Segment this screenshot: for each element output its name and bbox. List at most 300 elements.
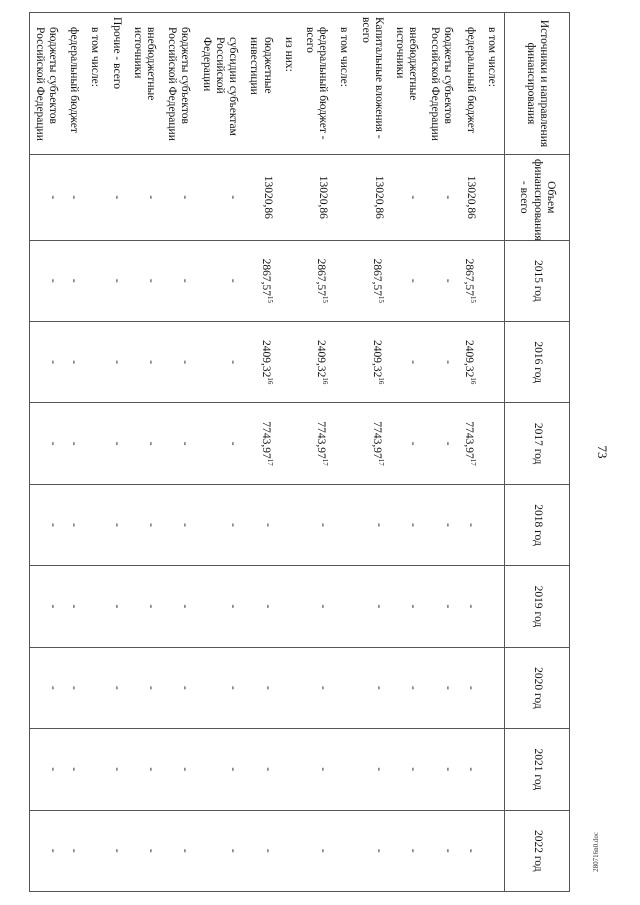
- cell-value: -: [46, 685, 59, 690]
- footnote-mark: 16: [265, 377, 274, 385]
- value-cell: [107, 154, 128, 240]
- cell-value: 7743,97: [462, 421, 475, 459]
- table-row: [197, 13, 245, 892]
- value-cell: [30, 321, 65, 402]
- value-cell: [86, 729, 107, 810]
- footnote-mark: 15: [265, 295, 274, 303]
- cell-value: -: [179, 441, 192, 446]
- cell-value: -: [145, 195, 158, 200]
- value-cell: [483, 154, 505, 240]
- value-cell: [129, 647, 163, 728]
- cell-value: 7743,97: [371, 421, 384, 459]
- footnote-mark: 16: [376, 377, 385, 385]
- row-label: бюджеты субъектов Российской Федерации: [425, 13, 459, 155]
- value-cell: [86, 240, 107, 321]
- footnote-mark: 15: [376, 295, 385, 303]
- footnote-mark: 15: [468, 295, 477, 303]
- table-row: [425, 13, 459, 892]
- cell-value: -: [227, 685, 240, 690]
- value-cell: [107, 810, 128, 891]
- value-cell: [335, 484, 356, 565]
- cell-value: -: [261, 523, 274, 527]
- cell-value: -: [179, 685, 192, 690]
- row-label: бюджетные инвестиции: [245, 13, 279, 155]
- value-cell: [30, 240, 65, 321]
- value-cell: [197, 729, 245, 810]
- cell-value: -: [110, 767, 123, 772]
- value-cell: [86, 647, 107, 728]
- cell-value: 2409,32: [462, 340, 475, 378]
- value-cell: [107, 484, 128, 565]
- cell-value: -: [441, 278, 454, 283]
- column-header: 2015 год: [505, 240, 570, 321]
- table-row: [30, 13, 65, 892]
- value-cell: [86, 566, 107, 647]
- value-cell: [483, 647, 505, 728]
- value-cell: [107, 321, 128, 402]
- row-label: из них:: [280, 13, 301, 155]
- value-cell: [30, 566, 65, 647]
- value-cell: [197, 154, 245, 240]
- row-label: бюджеты субъектов Российской Федерации: [163, 13, 197, 155]
- cell-value: -: [68, 848, 81, 853]
- value-cell: [107, 403, 128, 484]
- cell-value: -: [407, 685, 420, 690]
- cell-value: -: [68, 685, 81, 690]
- value-cell: [483, 729, 505, 810]
- value-cell: [65, 403, 86, 484]
- value-cell: [129, 566, 163, 647]
- value-cell: [197, 321, 245, 402]
- cell-value: -: [441, 441, 454, 446]
- value-cell: [129, 729, 163, 810]
- cell-value: -: [372, 604, 385, 609]
- cell-value: -: [145, 604, 158, 609]
- cell-value: -: [46, 441, 59, 446]
- value-cell: [335, 240, 356, 321]
- cell-value: -: [441, 848, 454, 853]
- page-number: 73: [595, 445, 610, 459]
- cell-value: -: [407, 278, 420, 283]
- value-cell: [245, 403, 279, 484]
- value-cell: [460, 403, 483, 484]
- cell-value: -: [441, 685, 454, 690]
- table-body: [30, 13, 505, 892]
- value-cell: [460, 321, 483, 402]
- value-cell: [301, 647, 335, 728]
- value-cell: [483, 566, 505, 647]
- column-header: 2018 год: [505, 484, 570, 565]
- value-cell: [30, 484, 65, 565]
- value-cell: [335, 810, 356, 891]
- financing-table: [29, 12, 570, 892]
- table-row: [280, 13, 301, 892]
- row-label: в том числе:: [483, 13, 505, 155]
- value-cell: [65, 810, 86, 891]
- cell-value: -: [261, 767, 274, 772]
- value-cell: [129, 240, 163, 321]
- value-cell: [30, 403, 65, 484]
- cell-value: -: [110, 523, 123, 527]
- table-header-row: [505, 13, 570, 892]
- value-cell: [391, 566, 425, 647]
- value-cell: [65, 321, 86, 402]
- value-cell: [483, 484, 505, 565]
- value-cell: [129, 154, 163, 240]
- value-cell: [245, 240, 279, 321]
- value-cell: [391, 810, 425, 891]
- cell-value: 2409,32: [259, 340, 272, 378]
- value-cell: [245, 810, 279, 891]
- value-cell: [391, 240, 425, 321]
- cell-value: -: [145, 848, 158, 853]
- footer-code: 280716n0.doc: [592, 832, 600, 872]
- cell-value: -: [68, 278, 81, 283]
- value-cell: [460, 647, 483, 728]
- value-cell: [356, 810, 390, 891]
- value-cell: [65, 484, 86, 565]
- value-cell: [301, 403, 335, 484]
- cell-value: -: [227, 360, 240, 365]
- row-label: федеральный бюджет: [460, 13, 483, 155]
- value-cell: [86, 403, 107, 484]
- table-row: [86, 13, 107, 892]
- value-cell: [65, 566, 86, 647]
- value-cell: [483, 240, 505, 321]
- cell-value: -: [110, 441, 123, 446]
- value-cell: [301, 810, 335, 891]
- value-cell: [245, 321, 279, 402]
- column-header: 2021 год: [505, 729, 570, 810]
- value-cell: [301, 154, 335, 240]
- cell-value: -: [68, 360, 81, 365]
- cell-value: -: [407, 848, 420, 853]
- cell-value: -: [46, 278, 59, 283]
- value-cell: [425, 484, 459, 565]
- value-cell: [163, 810, 197, 891]
- footnote-mark: 16: [321, 377, 330, 385]
- value-cell: [245, 484, 279, 565]
- value-cell: [425, 240, 459, 321]
- table-row: [483, 13, 505, 892]
- value-cell: [163, 566, 197, 647]
- row-label: внебюджетные источники: [391, 13, 425, 155]
- cell-value: -: [407, 360, 420, 365]
- cell-value: -: [464, 604, 477, 609]
- value-cell: [391, 484, 425, 565]
- value-cell: [356, 729, 390, 810]
- row-label: Капитальные вложения - всего: [356, 13, 390, 155]
- cell-value: -: [441, 767, 454, 772]
- row-label: внебюджетные источники: [129, 13, 163, 155]
- cell-value: -: [407, 441, 420, 446]
- value-cell: [129, 484, 163, 565]
- cell-value: -: [227, 278, 240, 283]
- value-cell: [129, 321, 163, 402]
- column-header: 2022 год: [505, 810, 570, 891]
- cell-value: 13020,86: [261, 175, 274, 219]
- column-header: 2017 год: [505, 403, 570, 484]
- cell-value: -: [110, 848, 123, 853]
- value-cell: [30, 647, 65, 728]
- row-label: в том числе:: [86, 13, 107, 155]
- cell-value: -: [68, 523, 81, 527]
- value-cell: [280, 484, 301, 565]
- cell-value: -: [227, 523, 240, 527]
- value-cell: [391, 403, 425, 484]
- value-cell: [335, 647, 356, 728]
- value-cell: [301, 321, 335, 402]
- cell-value: -: [68, 441, 81, 446]
- value-cell: [280, 729, 301, 810]
- cell-value: -: [441, 195, 454, 200]
- value-cell: [356, 403, 390, 484]
- value-cell: [107, 240, 128, 321]
- cell-value: -: [372, 767, 385, 772]
- cell-value: -: [227, 848, 240, 853]
- value-cell: [460, 729, 483, 810]
- value-cell: [65, 240, 86, 321]
- column-header: 2019 год: [505, 566, 570, 647]
- value-cell: [245, 154, 279, 240]
- footnote-mark: 17: [321, 458, 330, 466]
- value-cell: [301, 566, 335, 647]
- cell-value: -: [464, 523, 477, 527]
- cell-value: -: [110, 604, 123, 609]
- cell-value: -: [145, 523, 158, 527]
- value-cell: [280, 566, 301, 647]
- cell-value: -: [372, 848, 385, 853]
- value-cell: [197, 403, 245, 484]
- value-cell: [30, 810, 65, 891]
- footnote-mark: 16: [468, 377, 477, 385]
- value-cell: [483, 321, 505, 402]
- value-cell: [356, 647, 390, 728]
- value-cell: [163, 403, 197, 484]
- value-cell: [301, 729, 335, 810]
- cell-value: -: [110, 195, 123, 200]
- cell-value: -: [317, 848, 330, 853]
- cell-value: -: [261, 685, 274, 690]
- row-label: федеральный бюджет - всего: [301, 13, 335, 155]
- value-cell: [425, 154, 459, 240]
- value-cell: [197, 647, 245, 728]
- cell-value: 2867,57: [371, 258, 384, 296]
- cell-value: -: [46, 360, 59, 365]
- value-cell: [86, 321, 107, 402]
- cell-value: -: [145, 278, 158, 283]
- value-cell: [280, 154, 301, 240]
- footnote-mark: 17: [468, 458, 477, 466]
- value-cell: [335, 566, 356, 647]
- cell-value: -: [179, 767, 192, 772]
- cell-value: -: [227, 195, 240, 200]
- cell-value: -: [179, 278, 192, 283]
- cell-value: -: [261, 604, 274, 609]
- row-label: федеральный бюджет: [65, 13, 86, 155]
- value-cell: [391, 729, 425, 810]
- value-cell: [483, 403, 505, 484]
- value-cell: [86, 810, 107, 891]
- cell-value: -: [68, 195, 81, 200]
- value-cell: [65, 647, 86, 728]
- column-header: 2016 год: [505, 321, 570, 402]
- value-cell: [356, 566, 390, 647]
- cell-value: -: [464, 685, 477, 690]
- value-cell: [280, 321, 301, 402]
- value-cell: [245, 647, 279, 728]
- value-cell: [197, 810, 245, 891]
- value-cell: [163, 240, 197, 321]
- value-cell: [335, 729, 356, 810]
- table-row: [460, 13, 483, 892]
- value-cell: [356, 321, 390, 402]
- cell-value: -: [179, 195, 192, 200]
- value-cell: [163, 321, 197, 402]
- value-cell: [391, 154, 425, 240]
- cell-value: -: [441, 523, 454, 527]
- table-row: [301, 13, 335, 892]
- cell-value: -: [110, 278, 123, 283]
- cell-value: 2867,57: [315, 258, 328, 296]
- cell-value: -: [46, 195, 59, 200]
- value-cell: [280, 403, 301, 484]
- table-row: [65, 13, 86, 892]
- cell-value: -: [179, 360, 192, 365]
- row-label: субсидии субъектам Российской Федерации: [197, 13, 245, 155]
- cell-value: -: [407, 767, 420, 772]
- footnote-mark: 15: [321, 295, 330, 303]
- value-cell: [391, 647, 425, 728]
- value-cell: [335, 403, 356, 484]
- column-header: Объем финансирования - всего: [505, 154, 570, 240]
- value-cell: [163, 154, 197, 240]
- cell-value: -: [68, 604, 81, 609]
- cell-value: -: [46, 848, 59, 853]
- cell-value: 7743,97: [315, 421, 328, 459]
- cell-value: -: [227, 441, 240, 446]
- cell-value: -: [46, 767, 59, 772]
- value-cell: [163, 484, 197, 565]
- cell-value: -: [441, 604, 454, 609]
- cell-value: -: [179, 848, 192, 853]
- value-cell: [301, 484, 335, 565]
- table-row: [107, 13, 128, 892]
- value-cell: [425, 321, 459, 402]
- value-cell: [197, 566, 245, 647]
- value-cell: [86, 484, 107, 565]
- cell-value: -: [179, 523, 192, 527]
- value-cell: [86, 154, 107, 240]
- value-cell: [280, 240, 301, 321]
- value-cell: [129, 403, 163, 484]
- value-cell: [425, 810, 459, 891]
- value-cell: [425, 647, 459, 728]
- value-cell: [280, 647, 301, 728]
- table-row: [391, 13, 425, 892]
- footnote-mark: 17: [376, 458, 385, 466]
- cell-value: -: [464, 848, 477, 853]
- value-cell: [30, 729, 65, 810]
- cell-value: -: [407, 523, 420, 527]
- value-cell: [460, 240, 483, 321]
- cell-value: -: [145, 441, 158, 446]
- cell-value: -: [179, 604, 192, 609]
- value-cell: [65, 154, 86, 240]
- cell-value: -: [317, 685, 330, 690]
- cell-value: -: [464, 767, 477, 772]
- value-cell: [460, 154, 483, 240]
- financing-table-rotated: [29, 12, 570, 892]
- column-header: 2020 год: [505, 647, 570, 728]
- cell-value: -: [227, 604, 240, 609]
- value-cell: [356, 240, 390, 321]
- value-cell: [107, 729, 128, 810]
- value-cell: [335, 154, 356, 240]
- value-cell: [245, 566, 279, 647]
- cell-value: -: [261, 848, 274, 853]
- column-header: Источники и направления финансирования: [505, 13, 570, 155]
- value-cell: [391, 321, 425, 402]
- cell-value: 13020,86: [372, 175, 385, 219]
- cell-value: -: [407, 195, 420, 200]
- cell-value: -: [145, 685, 158, 690]
- value-cell: [425, 729, 459, 810]
- value-cell: [197, 484, 245, 565]
- cell-value: 13020,86: [317, 175, 330, 219]
- value-cell: [483, 810, 505, 891]
- table-row: [245, 13, 279, 892]
- value-cell: [425, 566, 459, 647]
- value-cell: [356, 154, 390, 240]
- cell-value: -: [317, 523, 330, 527]
- value-cell: [107, 566, 128, 647]
- value-cell: [107, 647, 128, 728]
- value-cell: [301, 240, 335, 321]
- cell-value: -: [145, 360, 158, 365]
- cell-value: -: [372, 685, 385, 690]
- cell-value: 2409,32: [315, 340, 328, 378]
- cell-value: -: [317, 604, 330, 609]
- value-cell: [425, 403, 459, 484]
- value-cell: [30, 154, 65, 240]
- table-row: [356, 13, 390, 892]
- cell-value: -: [407, 604, 420, 609]
- cell-value: -: [110, 685, 123, 690]
- cell-value: 2867,57: [259, 258, 272, 296]
- row-label: в том числе:: [335, 13, 356, 155]
- value-cell: [460, 810, 483, 891]
- value-cell: [356, 484, 390, 565]
- cell-value: -: [68, 767, 81, 772]
- value-cell: [65, 729, 86, 810]
- value-cell: [129, 810, 163, 891]
- row-label: бюджеты субъектов Российской Федерации: [30, 13, 65, 155]
- footnote-mark: 17: [265, 458, 274, 466]
- table-row: [335, 13, 356, 892]
- cell-value: -: [317, 767, 330, 772]
- cell-value: -: [227, 767, 240, 772]
- value-cell: [163, 647, 197, 728]
- cell-value: 2409,32: [371, 340, 384, 378]
- value-cell: [197, 240, 245, 321]
- value-cell: [335, 321, 356, 402]
- value-cell: [460, 484, 483, 565]
- table-row: [163, 13, 197, 892]
- value-cell: [163, 729, 197, 810]
- table-row: [129, 13, 163, 892]
- cell-value: -: [110, 360, 123, 365]
